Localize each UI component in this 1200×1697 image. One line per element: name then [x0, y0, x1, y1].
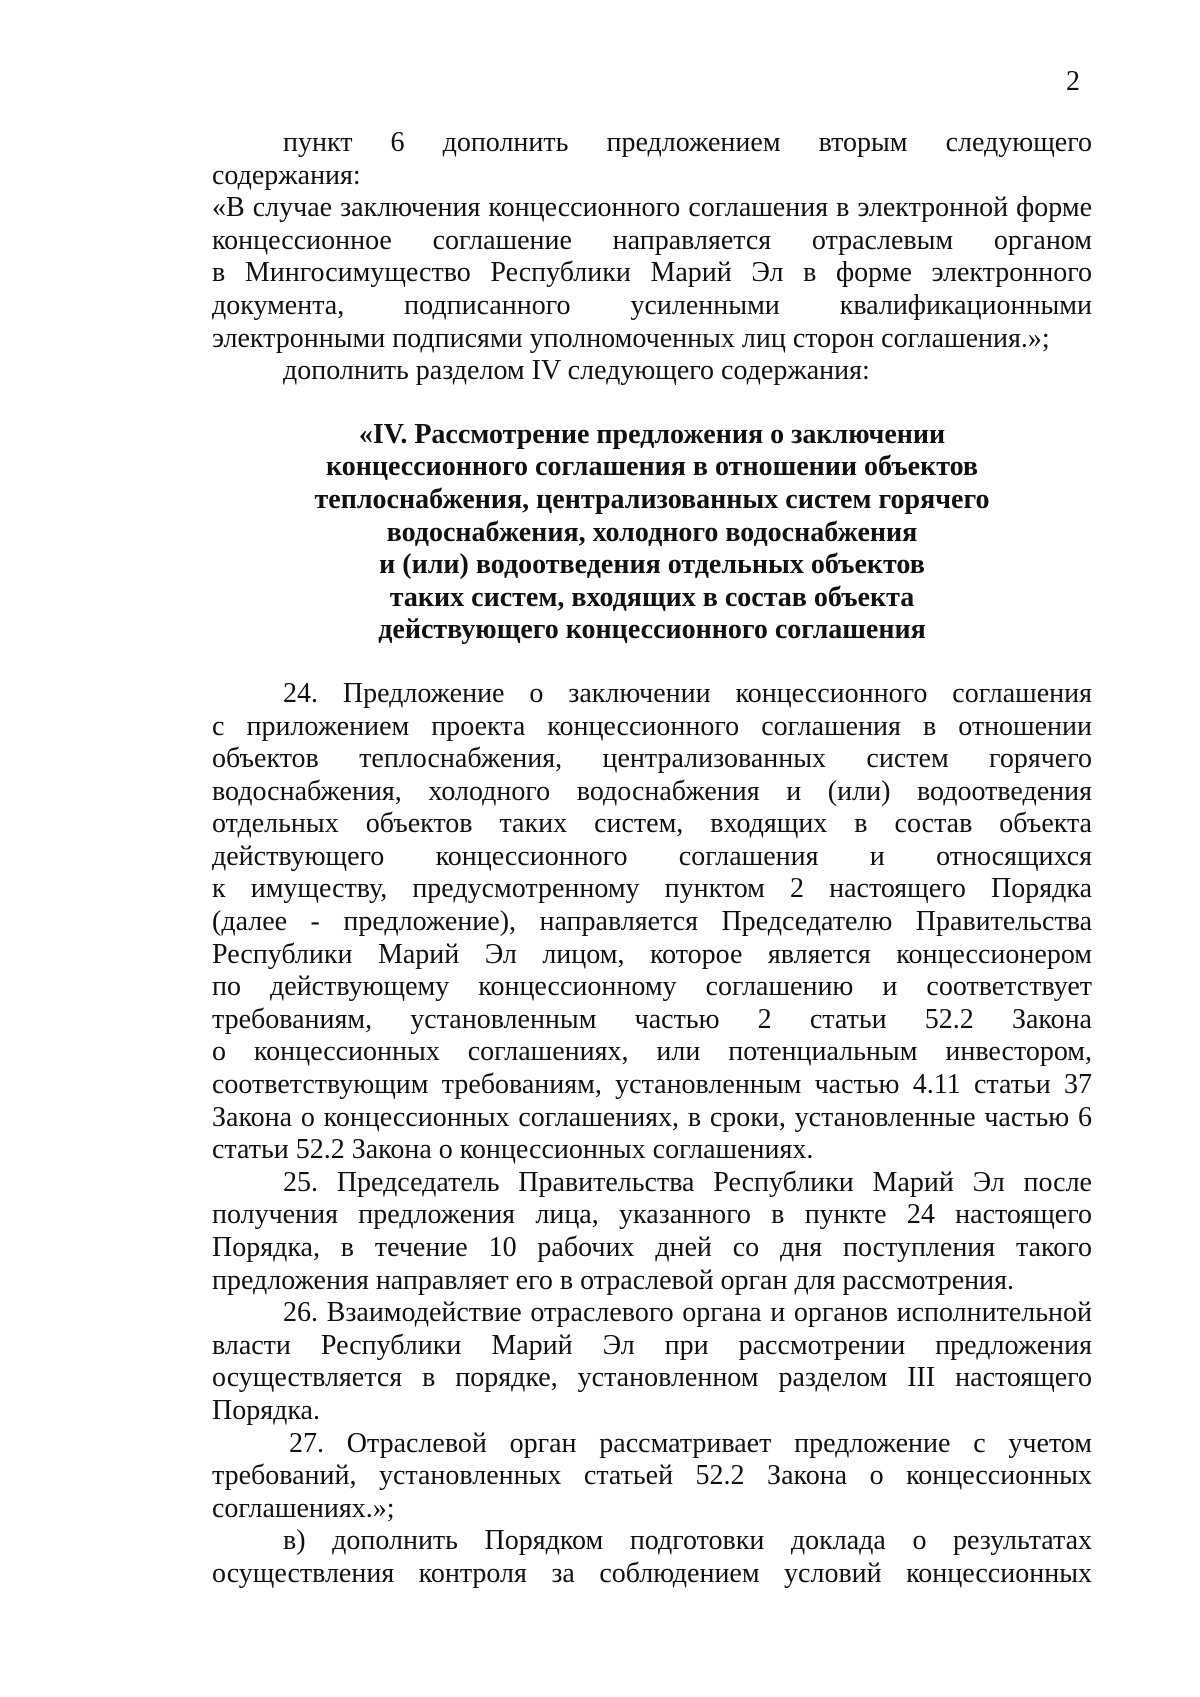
p27-line-2: требований, установленных статьей 52.2 Закона о концессионных: [212, 1460, 1092, 1492]
p25-line-3: Порядка, в течение 10 рабочих дней со дня поступления такого: [212, 1232, 1092, 1263]
p24-line-6: действующего концессионного соглашения и относящихся: [212, 840, 1092, 872]
heading-line-5: и (или) водоотведения отдельных объектов: [379, 549, 925, 581]
heading-line-4: водоснабжения, холодного водоснабжения: [386, 516, 918, 548]
p24-line-5: отдельных объектов таких систем, входящих в состав объекта: [212, 808, 1092, 840]
p24-line-2: с приложением проекта концессионного соглашения в отношении: [212, 710, 1092, 742]
p26-line-2: власти Республики Марий Эл при рассмотрении предложения: [212, 1329, 1092, 1361]
document-body: [212, 127, 1092, 1591]
heading-line-7: действующего концессионного соглашения: [378, 614, 926, 646]
intro-line-1: пункт 6 дополнить предложением вторым следующего содержания:: [212, 127, 1092, 191]
p24-line-3: объектов теплоснабжения, централизованных систем горячего: [212, 743, 1092, 775]
heading-line-3: теплоснабжения, централизованных систем горячего: [314, 483, 990, 515]
pv-line-1-text: в) дополнить Порядком подготовки доклада о результатах: [283, 1525, 1092, 1557]
heading-line-1: «IV. Рассмотрение предложения о заключении: [358, 418, 946, 450]
intro-paragraph: [212, 127, 1092, 192]
paragraph-26: [212, 1297, 1092, 1427]
intro-quote-line-4: в Мингосимущество Республики Марий Эл в форме электронного: [212, 257, 1092, 289]
heading-line-2: концессионного соглашения в отношении объектов: [325, 451, 979, 483]
paragraph-27: [212, 1428, 1092, 1526]
p24-line-1-text: 24. Предложение о заключении концессионного соглашения: [283, 677, 1092, 709]
pv-line-2: осуществления контроля за соблюдением условий концессионных: [212, 1557, 1092, 1589]
section-heading: [212, 419, 1092, 647]
p24-line-14: Закона о концессионных соглашениях, в сроки, установленные частью 6: [212, 1101, 1092, 1133]
p26-line-1-text: 26. Взаимодействие отраслевого органа и органов исполнительной: [283, 1297, 1092, 1329]
p25-line-2: получения предложения лица, указанного в пункте 24 настоящего: [212, 1199, 1092, 1231]
heading-line-6: таких систем, входящих в состав объекта: [389, 581, 915, 613]
p24-line-12: о концессионных соглашениях, или потенциальным инвестором,: [212, 1036, 1092, 1068]
intro-quote-line-6: электронными подписями уполномоченных лиц сторон соглашения.»;: [212, 322, 1050, 354]
p26-line-4: Порядка.: [212, 1394, 320, 1426]
p24-line-7: к имуществу, предусмотренному пунктом 2 настоящего Порядка: [212, 873, 1092, 905]
p27-line-3: соглашениях.»;: [212, 1492, 395, 1524]
p26-line-1: [212, 1297, 1092, 1330]
p26-line-3: осуществляется в порядке, установленном разделом III настоящего: [212, 1362, 1092, 1394]
subparagraph-v: [212, 1525, 1092, 1590]
p24-line-4: водоснабжения, холодного водоснабжения и (или) водоотведения: [212, 775, 1092, 807]
p27-line-1: [212, 1428, 1092, 1461]
p24-line-11: требованиям, установленным частью 2 статьи 52.2 Закона: [212, 1003, 1092, 1035]
p25-line-1-text: 25. Председатель Правительства Республики Марий Эл после: [283, 1166, 1092, 1198]
pv-line-1: [212, 1525, 1092, 1558]
p25-line-1: [212, 1167, 1092, 1200]
add-section-paragraph: дополнить разделом IV следующего содержания:: [283, 355, 870, 387]
p25-line-4: предложения направляет его в отраслевой орган для рассмотрения.: [212, 1264, 1015, 1296]
intro-quote-line-3: концессионное соглашение направляется отраслевым органом: [212, 224, 1092, 256]
p24-line-8: (далее - предложение), направляется Председателю Правительства: [212, 906, 1092, 938]
intro-quote-line-5: документа, подписанного усиленными квалификационными: [212, 289, 1092, 321]
paragraph-24: [212, 678, 1092, 1167]
intro-quote-line-2: «В случае заключения концессионного соглашения в электронной форме: [212, 192, 1092, 224]
page-number: 2: [1066, 66, 1080, 97]
p24-line-13: соответствующим требованиям, установленным частью 4.11 статьи 37: [212, 1069, 1092, 1101]
p24-line-15: статьи 52.2 Закона о концессионных соглашениях.: [212, 1134, 814, 1166]
p24-line-9: Республики Марий Эл лицом, которое является концессионером: [212, 938, 1092, 970]
p24-line-1: [212, 678, 1092, 711]
paragraph-25: [212, 1167, 1092, 1297]
p27-line-1-text: 27. Отраслевой орган рассматривает предложение с учетом: [289, 1427, 1092, 1459]
p24-line-10: по действующему концессионному соглашению и соответствует: [212, 971, 1092, 1003]
